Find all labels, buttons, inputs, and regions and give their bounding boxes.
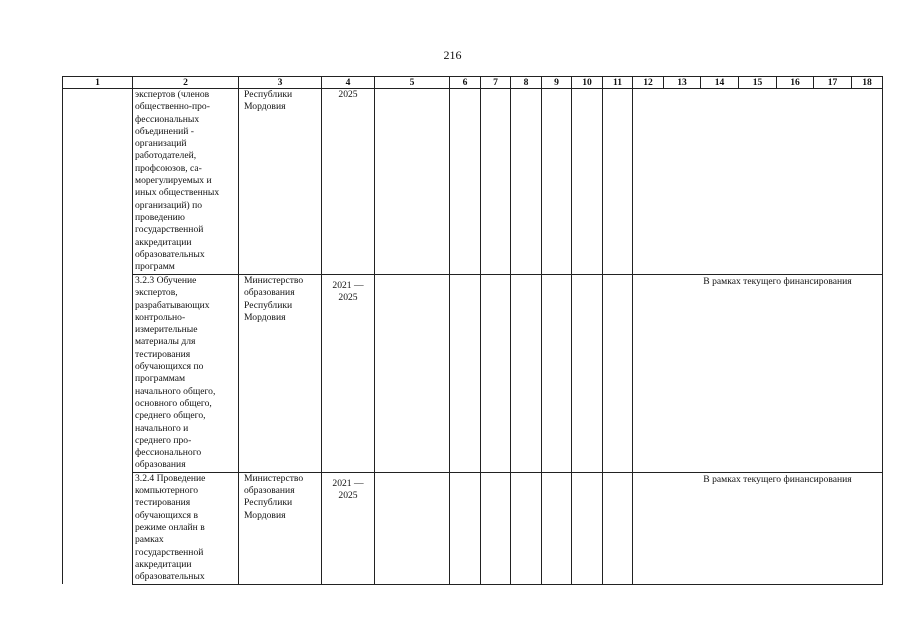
financing-text: В рамках текущего финансирования — [703, 473, 852, 485]
data-cell — [603, 89, 633, 275]
column-header: 6 — [450, 77, 481, 89]
data-cell — [542, 275, 572, 473]
period-cell — [322, 472, 375, 584]
data-cell — [511, 472, 542, 584]
table-row — [63, 89, 883, 275]
financing-cell — [633, 472, 883, 584]
period-cell: 2025 — [322, 89, 375, 275]
column-header: 5 — [375, 77, 450, 89]
executor-cell: Республики Мордовия — [239, 89, 322, 275]
period-text: 2021 — 2025 — [332, 477, 364, 502]
column-header: 13 — [664, 77, 701, 89]
data-cell — [481, 472, 511, 584]
data-cell — [542, 472, 572, 584]
financing-text: В рамках текущего финансирования — [703, 276, 852, 287]
data-cell — [481, 275, 511, 473]
data-cell — [375, 472, 450, 584]
data-cell — [603, 275, 633, 473]
data-cell — [511, 275, 542, 473]
data-cell — [375, 89, 450, 275]
data-cell — [450, 89, 481, 275]
column-header: 12 — [633, 77, 664, 89]
page-number: 216 — [443, 48, 462, 62]
column-header: 8 — [511, 77, 542, 89]
column-header: 15 — [739, 77, 777, 89]
column-header: 4 — [322, 77, 375, 89]
data-cell — [450, 472, 481, 584]
data-cell — [450, 275, 481, 473]
measure-cell: 3.2.3 Обучение экспертов, разрабатывающих контрольно- измерительные материалы для тестирования обучающихся по программам начального общего, основного общего, среднего общего, начального и среднего про- фессионального образования — [133, 275, 239, 473]
table-row — [63, 472, 883, 584]
column-header: 10 — [572, 77, 603, 89]
measure-cell: экспертов (членов общественно-про- фессиональных объединений - организаций работодателей, профсоюзов, са- морегулируемых и иных общественных организаций) по проведению государственной аккредитации образовательных программ — [133, 89, 239, 275]
plan-table — [62, 76, 883, 585]
period-cell — [322, 275, 375, 473]
period-text: 2021 — 2025 — [332, 280, 364, 304]
column-header: 1 — [63, 77, 133, 89]
data-cell — [572, 472, 603, 584]
data-cell — [481, 89, 511, 275]
column-header: 18 — [852, 77, 883, 89]
column-header: 11 — [603, 77, 633, 89]
column-header: 14 — [701, 77, 739, 89]
column-header: 7 — [481, 77, 511, 89]
data-cell — [511, 89, 542, 275]
financing-cell — [633, 275, 883, 473]
data-cell — [572, 89, 603, 275]
col1-cell — [63, 89, 133, 585]
measure-cell: 3.2.4 Проведение компьютерного тестирования обучающихся в режиме онлайн в рамках государственной аккредитации образовательных — [133, 472, 239, 584]
column-number-row — [63, 77, 883, 89]
column-header: 3 — [239, 77, 322, 89]
data-cell — [542, 89, 572, 275]
column-header: 17 — [814, 77, 852, 89]
data-cell — [375, 275, 450, 473]
financing-cell — [633, 89, 883, 275]
table-row — [63, 275, 883, 473]
executor-cell: Министерство образования Республики Мордовия — [239, 275, 322, 473]
column-header: 2 — [133, 77, 239, 89]
column-header: 9 — [542, 77, 572, 89]
column-header: 16 — [777, 77, 814, 89]
executor-cell: Министерство образования Республики Мордовия — [239, 472, 322, 584]
data-cell — [603, 472, 633, 584]
data-cell — [572, 275, 603, 473]
